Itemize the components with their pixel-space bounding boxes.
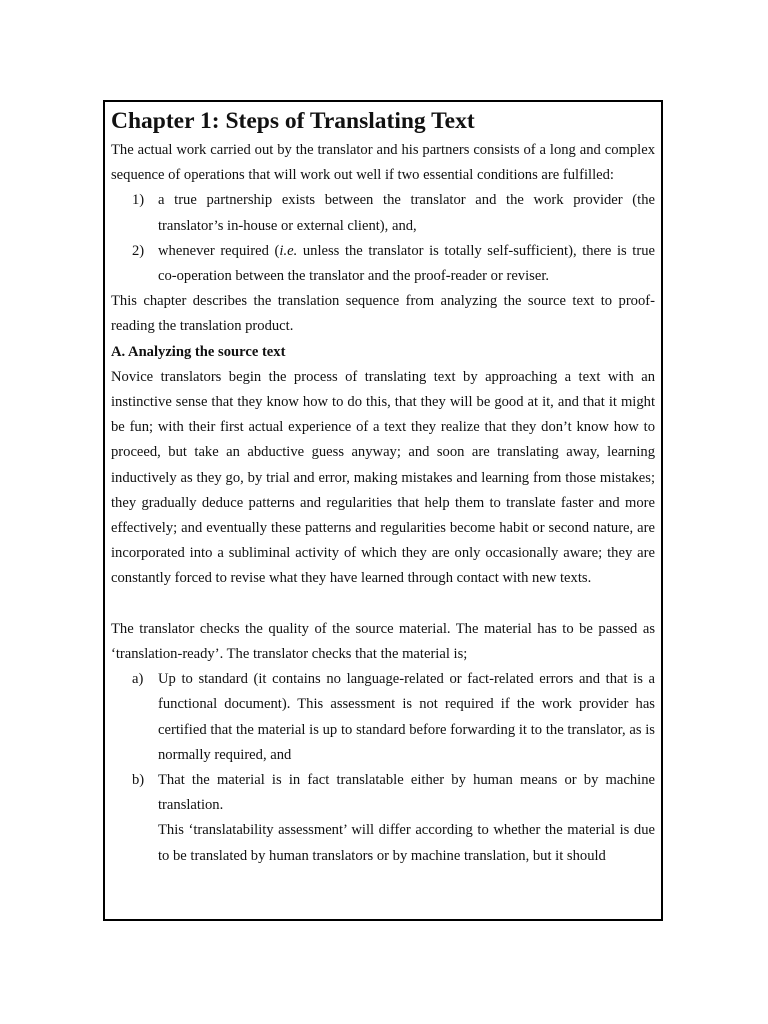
check-item-a [111, 667, 655, 768]
quality-paragraph: The translator checks the quality of the source material. The material has to be passed as ‘translation-ready’. The translator checks that the material is; [111, 620, 655, 663]
condition-text-start: whenever required ( [158, 242, 280, 259]
section-heading-analyzing: A. Analyzing the source text [111, 343, 286, 360]
novice-paragraph: Novice translators begin the process of translating text by approaching a text with an instinctive sense that they know how to do this, that they will be good at it, and that it might be fun; with their first actual experience of a text they realize that they don’t know how to proceed, but take an abductive guess anyway; and soon are translating away, learning inductively as they go, by trial and error, making mistakes and learning from those mistakes; they gradually deduce patterns and regularities that help them to translate faster and more effectively; and eventually these patterns and regularities become habit or second nature, are incorporated into a subliminal activity of which they are only occasionally aware; they are constantly forced to revise what they have learned through contact with new texts. [111, 368, 655, 587]
page-frame [103, 100, 663, 921]
check-item-b [111, 768, 655, 818]
condition-item-1 [111, 188, 655, 238]
list-marker: 1) [132, 192, 145, 209]
list-marker: b) [132, 772, 145, 789]
ie-abbreviation: i.e. [279, 242, 298, 259]
condition-text-end: unless the translator is totally self-sufficient), there is true co-operation between the translator and the proof-reader or reviser. [158, 242, 655, 285]
chapter-title: Chapter 1: Steps of Translating Text [111, 108, 475, 134]
condition-item-2 [111, 239, 655, 289]
intro-paragraph: The actual work carried out by the translator and his partners consists of a long and complex sequence of operations that will work out well if two essential conditions are fulfilled: [111, 142, 655, 184]
list-marker: 2) [132, 242, 145, 259]
translatability-paragraph: This ‘translatability assessment’ will differ according to whether the material is due to be translated by human translators or by machine translation, but it should [158, 822, 655, 864]
list-marker: a) [132, 671, 144, 688]
check-text: That the material is in fact translatable either by human means or by machine translation. [158, 772, 655, 814]
paragraph-spacer [111, 592, 655, 617]
chapter-description: This chapter describes the translation sequence from analyzing the source text to proof-reading the translation product. [111, 293, 655, 335]
check-text: Up to standard (it contains no language-related or fact-related errors and that is a functional document). This assessment is not required if the work provider has certified that the material is up to standard before forwarding it to the translator, as is normally required, and [158, 671, 655, 763]
condition-text: a true partnership exists between the translator and the work provider (the translator’s in-house or external client), and, [158, 192, 655, 234]
condition-text [158, 239, 655, 289]
